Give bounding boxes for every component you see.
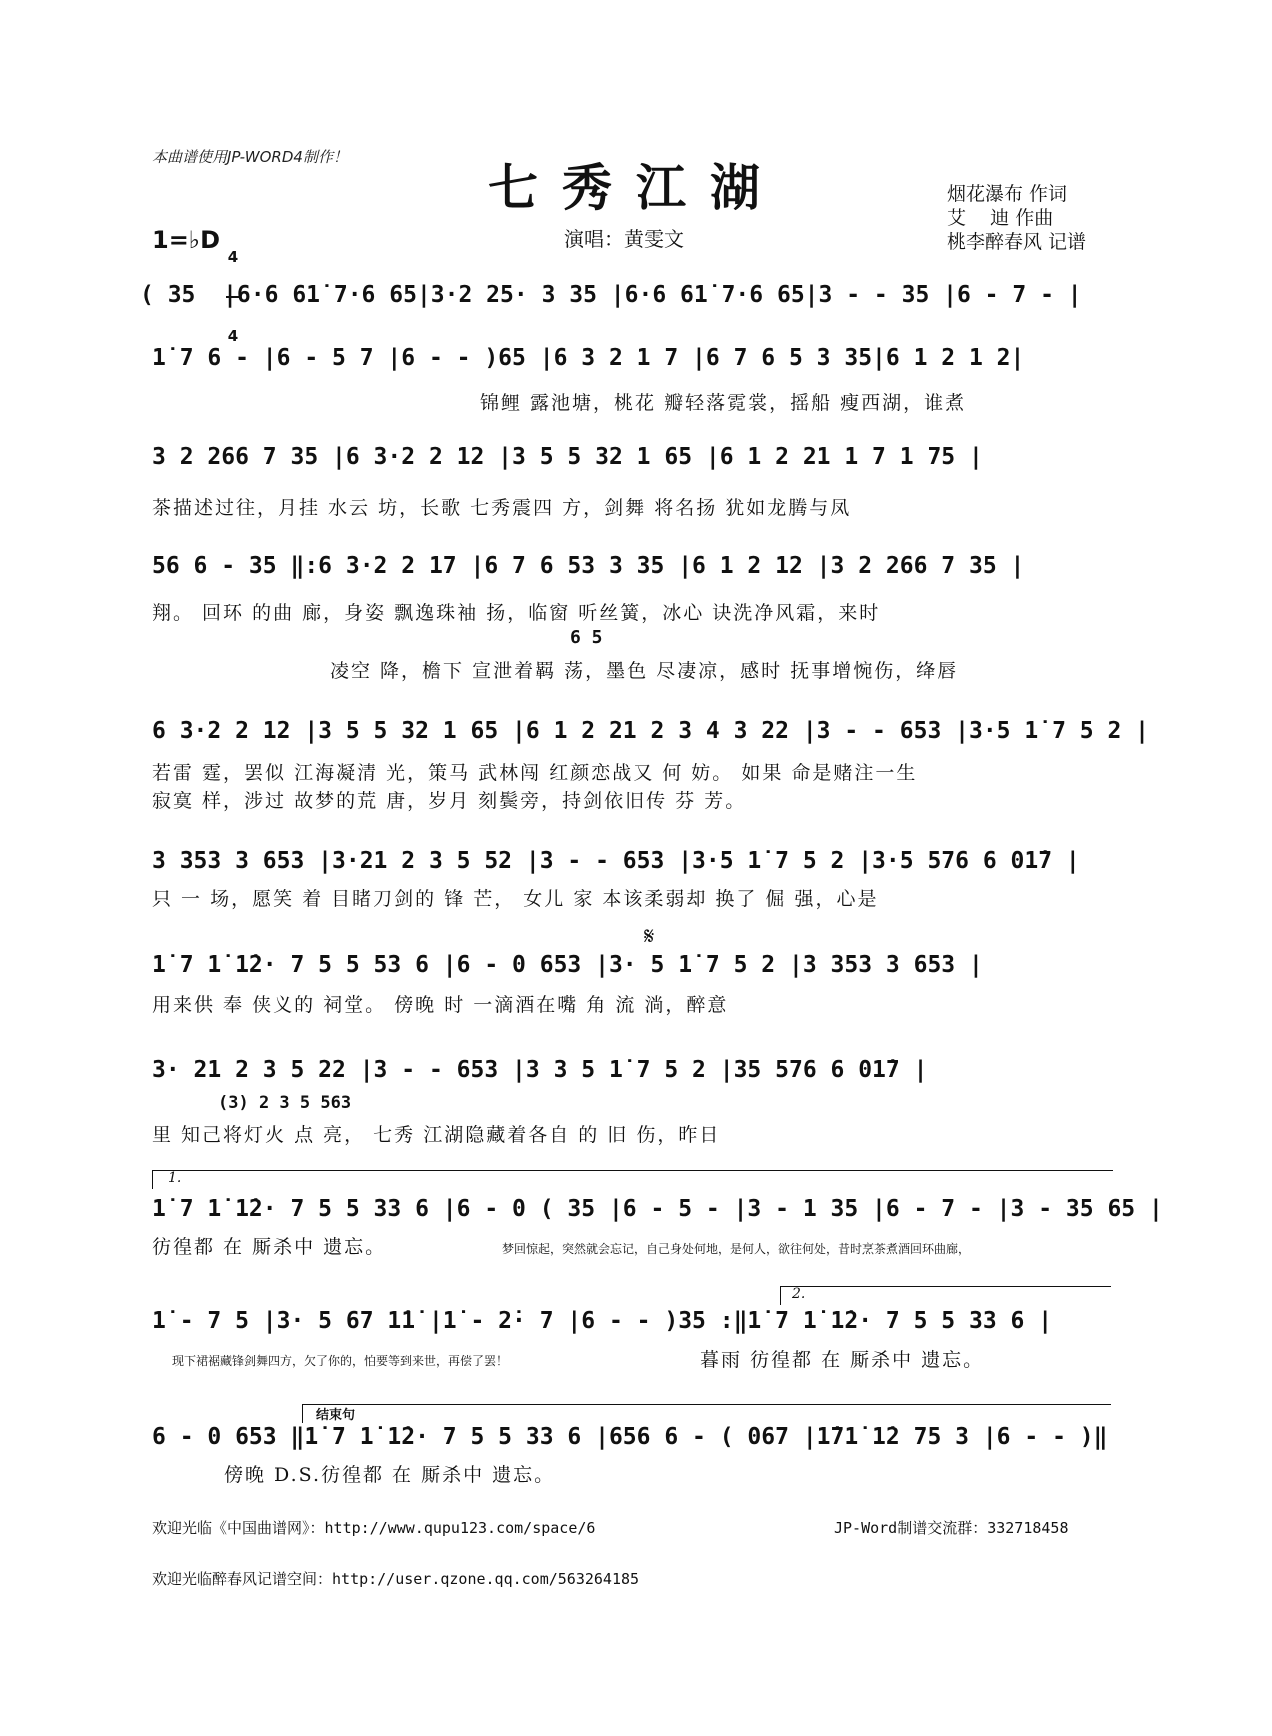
lyric-row-2: 锦鲤 露池塘，桃花 瓣轻落霓裳，摇船 瘦西湖，谁煮 (480, 392, 967, 414)
score-row-4: 56 6 - 35 ‖:6 3·2 2 17 |6 7 6 53 3 35 |6 1 2 12 |3 2 266 7 35 | (152, 553, 1025, 579)
lyric-row-4a: 翔。 回环 的曲 廊，身姿 飘逸珠袖 扬，临窗 听丝簧，冰心 诀洗净风霜，来时 (152, 602, 881, 624)
score-row-8: 3· 21 2 3 5 22 |3 - - 653 |3 3 5 1̇ 7 5 2 |35 576 6 01̇7 | (152, 1057, 928, 1083)
volta-2-label: 2. (792, 1286, 806, 1302)
score-row-3: 3 2 266 7 35 |6 3·2 2 12 |3 5 5 32 1 65 |6 1 2 21 1 7 1 75 | (152, 444, 983, 470)
lyric-row-8: 里 知己将灯火 点 亮， 七秀 江湖隐藏着各自 的 旧 伤，昨日 (152, 1124, 721, 1146)
footer-site-link-1[interactable]: 欢迎光临《中国曲谱网》：http://www.qupu123.com/space/6 (152, 1519, 596, 1537)
volta-1-label: 1. (168, 1170, 182, 1186)
lyric-row-6: 只 一 场，愿笑 着 目睹刀剑的 锋 芒， 女儿 家 本该柔弱却 换了 倔 强，心是 (152, 888, 879, 910)
score-row-1: ( 35 |6·6 61̇ 7·6 65|3·2 25· 3 35 |6·6 61̇ 7·6 65|3 - - 35 |6 - 7 - | (140, 282, 1082, 308)
score-row-10: 1̇ - 7 5 |3· 5 67 1̇1̇ |1̇ - 2̇· 7 |6 - - )35 :‖1̇ 7 1̇ 1̇2· 7 5 5 33 6 | (152, 1308, 1053, 1334)
lyric-row-5b: 寂寞 样，涉过 故梦的荒 唐，岁月 刻鬓旁，持剑依旧传 芬 芳。 (152, 790, 747, 812)
lyric-row-11: 傍晚 D.S.彷徨都 在 厮杀中 遗忘。 (224, 1464, 556, 1486)
score-row-11: 6 - 0 653 ‖1̇ 7 1̇ 1̇2· 7 5 5 33 6 |656 6 - ( 067 |1̇71̇ 1̇2 75 3 |6 - - )‖ (152, 1424, 1108, 1450)
lyric-row-3: 茶描述过往，月挂 水云 坊，长歌 七秀震四 方，剑舞 将名扬 犹如龙腾与凤 (152, 497, 852, 519)
lyric-row-7: 用来供 奉 侠义的 祠堂。 傍晚 时 一滴酒在嘴 角 流 淌，醉意 (152, 994, 729, 1016)
page-title: 七秀江湖 (488, 158, 784, 217)
score-row-6: 3 353 3 653 |3·21 2 3 5 52 |3 - - 653 |3·5 1̇ 7 5 2 |3·5 576 6 01̇7 | (152, 848, 1080, 874)
time-bottom: 4 (227, 327, 239, 345)
lyric-row-10: 暮雨 彷徨都 在 厮杀中 遗忘。 (700, 1349, 985, 1371)
credits-block (947, 182, 1086, 254)
lyric-row-4b: 凌空 降，檐下 宣泄着羁 荡，墨色 尽凄凉，感时 抚事增惋伤，绛唇 (330, 660, 959, 682)
score-row-2: 1̇ 7 6 - |6 - 5 7 |6 - - )65 |6 3 2 1 7 |6 7 6 5 3 35|6 1 2 1 2| (152, 345, 1025, 371)
lyric-row-9: 彷徨都 在 厮杀中 遗忘。 (152, 1236, 387, 1258)
volta-2-bracket (780, 1286, 1111, 1305)
coda-label: 结束句 (316, 1408, 356, 1423)
key-signature: 1=♭D (152, 226, 221, 254)
time-top: 4 (227, 248, 239, 266)
lyricist-credit: 烟花瀑布 作词 (947, 183, 1068, 205)
segno-icon: 𝄋 (644, 922, 655, 950)
singer-credit: 演唱：黄雯文 (564, 227, 684, 251)
variant-notes-row-4: 6 5 (570, 627, 603, 648)
narration-row-10: 现下裙裾藏锋剑舞四方，欠了你的，怕要等到来世，再偿了罢！ (172, 1354, 509, 1368)
composer-credit: 艾 迪 作曲 (947, 207, 1054, 229)
footer-group: JP-Word制谱交流群：332718458 (834, 1519, 1069, 1537)
score-row-7: 1̇ 7 1̇ 1̇2· 7 5 5 53 6 |6 - 0 653 |3· 5 1̇ 7 5 2 |3 353 3 653 | (152, 952, 983, 978)
variant-notes-row-8: (3) 2 3 5 563 (218, 1093, 352, 1113)
footer-site-link-2[interactable]: 欢迎光临醉春风记谱空间：http://user.qzone.qq.com/563264185 (152, 1570, 640, 1588)
coda-bracket (302, 1404, 1111, 1423)
volta-1-bracket (152, 1170, 1113, 1189)
transcriber-credit: 桃李醉春风 记谱 (947, 231, 1087, 253)
software-note: 本曲谱使用JP-WORD4制作！ (152, 148, 348, 166)
narration-row-9: 梦回惊起，突然就会忘记，自己身处何地，是何人，欲往何处，昔时烹茶煮酒回环曲廊， (502, 1242, 971, 1256)
score-row-9: 1̇ 7 1̇ 1̇2· 7 5 5 33 6 |6 - 0 ( 35 |6 - 5 - |3 - 1 35 |6 - 7 - |3 - 35 65 | (152, 1196, 1163, 1222)
lyric-row-5a: 若雷 霆，罢似 江海凝清 光，策马 武林闯 红颜恋战又 何 妨。 如果 命是赌注一生 (152, 762, 918, 784)
score-row-5: 6 3·2 2 12 |3 5 5 32 1 65 |6 1 2 21 2 3 4 3 22 |3 - - 653 |3·5 1̇ 7 5 2 | (152, 718, 1149, 744)
